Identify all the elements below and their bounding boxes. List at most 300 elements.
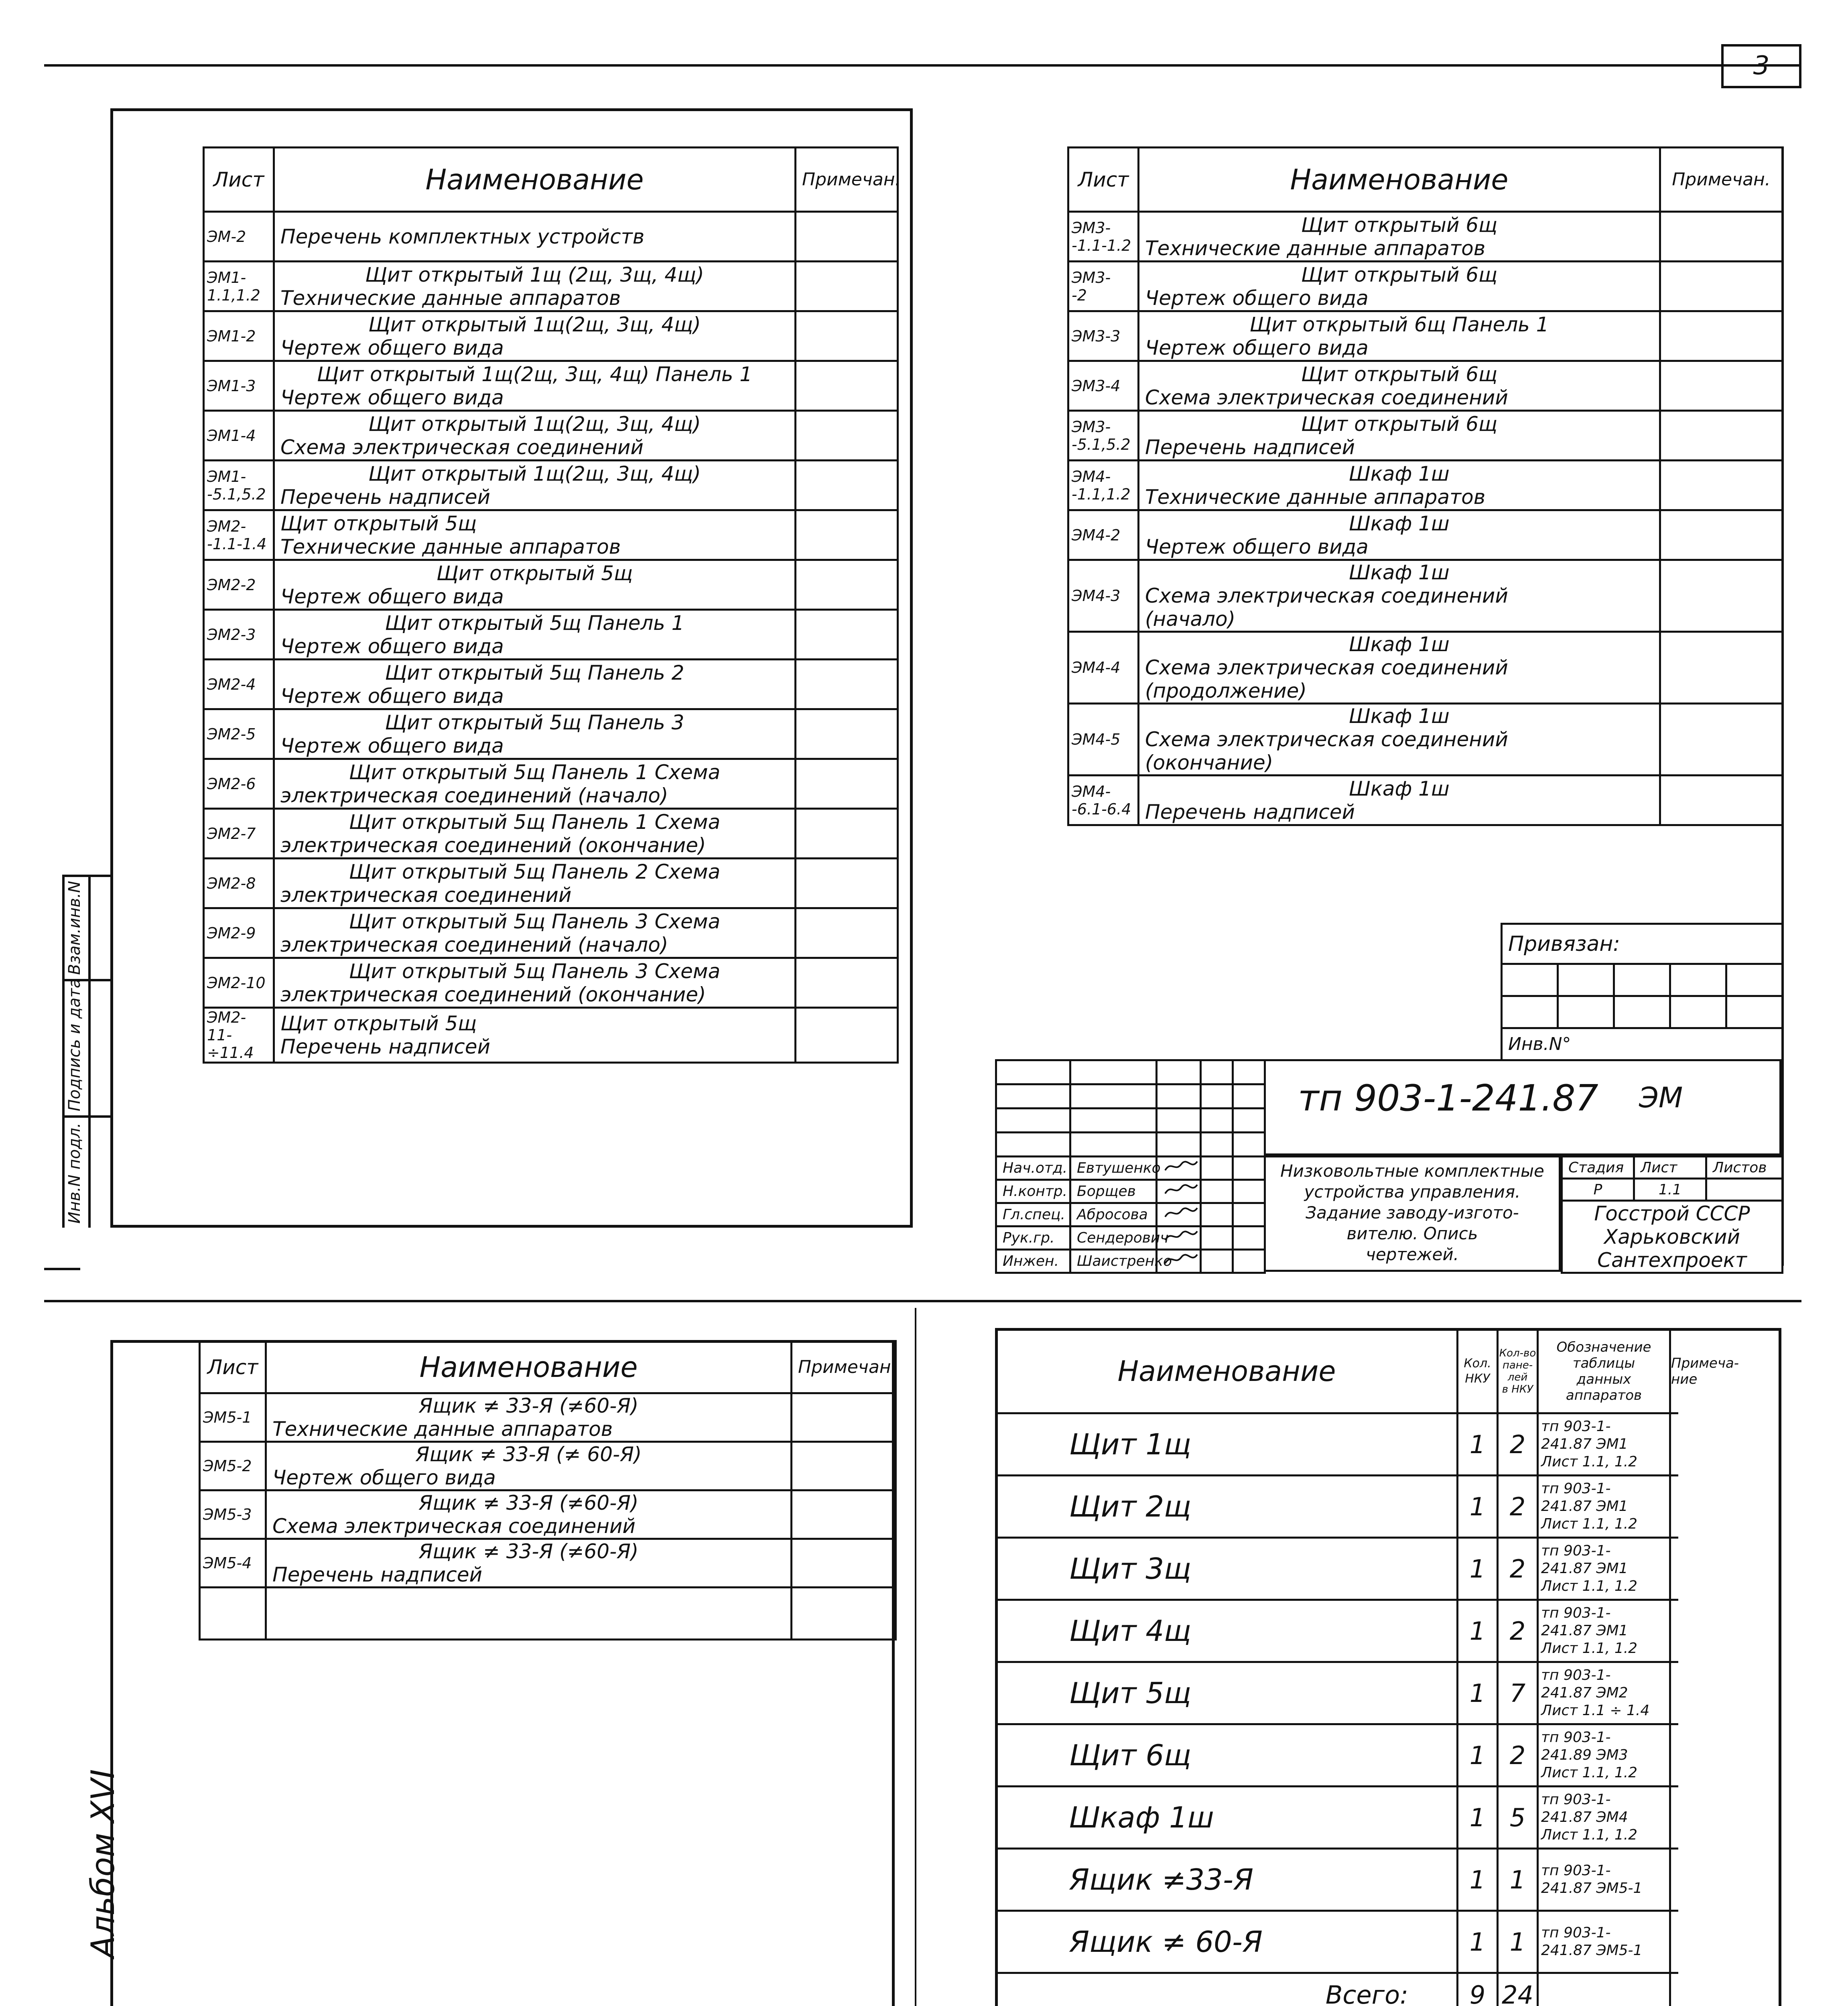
sheet-name [1139, 262, 1660, 311]
album-label: Альбом XVI [84, 1769, 122, 1958]
page-number: 3 [1753, 51, 1770, 81]
device-note [1670, 1413, 1678, 1476]
table-row [204, 759, 898, 809]
table-row [204, 560, 898, 610]
table-row [204, 461, 898, 510]
sheet-note [1660, 411, 1783, 461]
signature-mark [1157, 1157, 1201, 1180]
col-stage: Стадия [1562, 1157, 1634, 1179]
sheet-name [274, 461, 796, 510]
sheet-description: электрическая соединений (окончание) [280, 833, 706, 857]
sheet-note [792, 1393, 896, 1442]
table-row [204, 859, 898, 908]
device-qty: 1 [1458, 1849, 1498, 1911]
sheet-title: Щит открытый 5щ Панель 1 [385, 611, 684, 635]
table-row [1068, 212, 1783, 262]
sheet-name [274, 660, 796, 709]
sheet-note [796, 1008, 898, 1063]
sheet-description: электрическая соединений (начало) [280, 784, 668, 807]
sheet-code: ЭМ5-3 [200, 1490, 266, 1539]
sheet-description: Чертеж общего вида [280, 386, 504, 409]
sheet-description: Чертеж общего вида [280, 585, 504, 608]
device-panels: 7 [1498, 1662, 1538, 1724]
sheet-note [1660, 212, 1783, 262]
sheet-description: Схема электрическая соединений [272, 1515, 636, 1538]
sheet-code: ЭМ4- -1.1,1.2 [1068, 461, 1139, 510]
sheet-note [792, 1539, 896, 1588]
sheet-note [792, 1442, 896, 1490]
middle-dash [44, 1268, 80, 1270]
sheet-code: ЭМ2-11- ÷11.4 [204, 1008, 274, 1063]
device-name: Щит 1щ [996, 1413, 1458, 1476]
sheet-name [1139, 704, 1660, 776]
sheet-name [274, 809, 796, 859]
sheet-code: ЭМ4-4 [1068, 632, 1139, 704]
device-panels: 2 [1498, 1600, 1538, 1662]
sheet-note [796, 610, 898, 660]
sheet-code: ЭМ2-10 [204, 958, 274, 1008]
sheet-description: Чертеж общего вида [280, 336, 504, 359]
sheet-code: ЭМ2-2 [204, 560, 274, 610]
sheet-name [1139, 311, 1660, 361]
sheet-title: Шкаф 1ш [1349, 512, 1450, 535]
sheet-note [796, 660, 898, 709]
sheet-code: ЭМ1-4 [204, 411, 274, 461]
sheet-name [274, 361, 796, 411]
device-note [1670, 1538, 1678, 1600]
sheet-note [1660, 704, 1783, 776]
sheet-name [1139, 212, 1660, 262]
sheet-note [1660, 361, 1783, 411]
signature-name: Сендерович [1070, 1226, 1157, 1250]
sheet-title: Щит открытый 6щ [1301, 263, 1498, 286]
sheet-note [796, 560, 898, 610]
sheet-name [266, 1539, 792, 1588]
signature-row [996, 1250, 1265, 1273]
table-row [1068, 262, 1783, 311]
sheet-note [1660, 461, 1783, 510]
sheet-title: Шкаф 1ш [1349, 633, 1450, 656]
sheet-note [796, 212, 898, 262]
device-panels: 2 [1498, 1476, 1538, 1538]
table-row [200, 1442, 896, 1490]
sheet-title: Щит открытый 6щ Панель 1 [1249, 313, 1549, 336]
sheet-code: ЭМ1- 1.1,1.2 [204, 262, 274, 311]
col-name: Наименование [266, 1341, 792, 1393]
table-row [204, 361, 898, 411]
sheet-title: Щит открытый 5щ Панель 3 [385, 711, 684, 734]
sheet-title: Щит открытый 1щ(2щ, 3щ, 4щ) Панель 1 [317, 362, 753, 386]
sheet-code: ЭМ4-2 [1068, 510, 1139, 560]
sheet-name [1139, 776, 1660, 825]
sheet-description: электрическая соединений (окончание) [280, 983, 706, 1006]
sheet-4-table [995, 1328, 1739, 2006]
sheet-title: Ящик ≠ 33-Я (≠60-Я) [418, 1540, 639, 1563]
device-name: Шкаф 1ш [996, 1787, 1458, 1849]
sheet-note [796, 759, 898, 809]
sheet-name [1139, 510, 1660, 560]
device-ref: тп 903-1- 241.87 ЭМ1 Лист 1.1, 1.2 [1538, 1600, 1670, 1662]
device-panels: 1 [1498, 1849, 1538, 1911]
device-qty: 1 [1458, 1476, 1498, 1538]
sheet-note [796, 311, 898, 361]
device-ref: тп 903-1- 241.87 ЭМ4 Лист 1.1, 1.2 [1538, 1787, 1670, 1849]
device-ref: тп 903-1- 241.87 ЭМ5-1 [1538, 1911, 1670, 1973]
sheet-note [796, 411, 898, 461]
sheet-code: ЭМ2-7 [204, 809, 274, 859]
col-sheet: Лист [204, 148, 274, 212]
sheet-name [1139, 560, 1660, 632]
document-title: Низковольтные комплектные устройства управления. Задание заводу-изгото- вителю. Опись чертежей. [1280, 1161, 1544, 1264]
sheet-note [1660, 560, 1783, 632]
sheet-description: Щит открытый 5щ Перечень надписей [280, 1012, 491, 1058]
page-number-box [1721, 44, 1801, 88]
sheet-name [1139, 632, 1660, 704]
sheet-code: ЭМ5-4 [200, 1539, 266, 1588]
sheet-description: Чертеж общего вида [280, 734, 504, 757]
table-row [204, 212, 898, 262]
device-ref: тп 903-1- 241.89 ЭМ3 Лист 1.1, 1.2 [1538, 1724, 1670, 1787]
table-row [204, 958, 898, 1008]
sheet-name [274, 510, 796, 560]
table-row [996, 1911, 1678, 1973]
sheet-note [1660, 510, 1783, 560]
sheet-description: Перечень комплектных устройств [280, 225, 645, 248]
sheet-code: ЭМ3- -2 [1068, 262, 1139, 311]
side-label-replace: Взам.инв.N [65, 881, 84, 975]
sheet-note [1660, 262, 1783, 311]
sheet-note [796, 262, 898, 311]
signature-row [996, 1203, 1265, 1226]
table-row [204, 1008, 898, 1063]
sheet-description: Щит открытый 5щ Технические данные аппаратов [280, 512, 621, 558]
sheet-note [796, 510, 898, 560]
sheet-note [1660, 632, 1783, 704]
device-ref: тп 903-1- 241.87 ЭМ5-1 [1538, 1849, 1670, 1911]
table-row [996, 1724, 1678, 1787]
sheet-title: Щит открытый 5щ Панель 2 Схема [349, 860, 721, 883]
device-qty: 1 [1458, 1538, 1498, 1600]
sheet-description: Схема электрическая соединений (продолжение) [1145, 656, 1508, 703]
device-note [1670, 1911, 1678, 1973]
device-ref: тп 903-1- 241.87 ЭМ1 Лист 1.1, 1.2 [1538, 1476, 1670, 1538]
sheet-title: Щит открытый 5щ Панель 1 Схема [349, 760, 721, 784]
signature-mark [1157, 1226, 1201, 1250]
table-row [200, 1393, 896, 1442]
sheet-name [266, 1393, 792, 1442]
sheet-note [796, 908, 898, 958]
device-ref: тп 903-1- 241.87 ЭМ1 Лист 1.1, 1.2 [1538, 1538, 1670, 1600]
signature-name: Борщев [1070, 1180, 1157, 1203]
sheet-note [1660, 311, 1783, 361]
sheet-code: ЭМ4-3 [1068, 560, 1139, 632]
doc-code: тп 903-1-241.87 [1298, 1077, 1598, 1119]
table-row [996, 1787, 1678, 1849]
device-ref: тп 903-1- 241.87 ЭМ1 Лист 1.1, 1.2 [1538, 1413, 1670, 1476]
table-row [1068, 361, 1783, 411]
sheet-name [274, 859, 796, 908]
table-row [1068, 311, 1783, 361]
sheet-code: ЭМ2-3 [204, 610, 274, 660]
side-label-sign: Подпись и дата [65, 978, 84, 1111]
col-sheet: Лист [1068, 148, 1139, 212]
signature-role: Гл.спец. [996, 1203, 1070, 1226]
signature-row [996, 1226, 1265, 1250]
sheet-code: ЭМ3- -5.1,5.2 [1068, 411, 1139, 461]
sheet-name [274, 262, 796, 311]
sheet-2-table [1067, 146, 1783, 826]
sheet-code: ЭМ2-6 [204, 759, 274, 809]
sheet-title: Щит открытый 5щ Панель 1 Схема [349, 810, 721, 834]
device-qty: 1 [1458, 1600, 1498, 1662]
sheet-note [796, 461, 898, 510]
table-row [996, 1538, 1678, 1600]
sheet-2-blank-rows [995, 1059, 1266, 1157]
sheet-description: Чертеж общего вида [272, 1466, 496, 1489]
table-row [1068, 704, 1783, 776]
sheet-code: ЭМ1-3 [204, 361, 274, 411]
signature-row [996, 1157, 1265, 1180]
device-note [1670, 1787, 1678, 1849]
sheet-description: Чертеж общего вида [1145, 286, 1369, 310]
sheet-description: Перечень надписей [1145, 435, 1355, 459]
sheet-title: Шкаф 1ш [1349, 777, 1450, 800]
sheet-note [796, 958, 898, 1008]
table-row [204, 660, 898, 709]
sheet-title: Щит открытый 5щ Панель 3 Схема [349, 959, 721, 983]
sheet-2-right-edge [1781, 146, 1784, 1266]
col-note: Примеча- ние [1670, 1329, 1678, 1413]
sheet-name [274, 1008, 796, 1063]
sheet-title: Щит открытый 5щ Панель 3 Схема [349, 910, 721, 933]
col-table: Обозначение таблицы данных аппаратов [1538, 1329, 1670, 1413]
device-panels: 2 [1498, 1724, 1538, 1787]
sheet-note [1660, 776, 1783, 825]
table-row [204, 262, 898, 311]
sheet-note [796, 709, 898, 759]
col-note: Примечан. [792, 1341, 896, 1393]
device-name: Щит 2щ [996, 1476, 1458, 1538]
device-note [1670, 1724, 1678, 1787]
sheet-description: Технические данные аппаратов [1145, 485, 1486, 509]
table-row [1068, 510, 1783, 560]
sheet-name [274, 908, 796, 958]
table-row [996, 1413, 1678, 1476]
col-note: Примечан. [1660, 148, 1783, 212]
sheet-description: Перечень надписей [1145, 800, 1355, 824]
signature-role: Нач.отд. [996, 1157, 1070, 1180]
sheet-code: ЭМ-2 [204, 212, 274, 262]
signature-role: Н.контр. [996, 1180, 1070, 1203]
top-rule [44, 64, 1801, 67]
signature-name: Абросова [1070, 1203, 1157, 1226]
sheet-title: Ящик ≠ 33-Я (≠60-Я) [418, 1394, 639, 1417]
sheet-name [274, 212, 796, 262]
col-name: Наименование [274, 148, 796, 212]
sheet-description: Технические данные аппаратов [272, 1417, 613, 1441]
table-row [204, 809, 898, 859]
col-sheets: Листов [1706, 1157, 1783, 1179]
sheet-title: Щит открытый 1щ(2щ, 3щ, 4щ) [368, 462, 701, 485]
table-row [204, 311, 898, 361]
sheet-description: электрическая соединений (начало) [280, 933, 668, 956]
table-row [996, 1600, 1678, 1662]
sheet-title: Щит открытый 5щ Панель 2 [385, 661, 684, 684]
sheet-title: Щит открытый 1щ(2щ, 3щ, 4щ) [368, 313, 701, 336]
sheet-code: ЭМ2-9 [204, 908, 274, 958]
sheet-code: ЭМ4-5 [1068, 704, 1139, 776]
sheet-name [274, 560, 796, 610]
signature-role: Инжен. [996, 1250, 1070, 1273]
device-panels: 2 [1498, 1413, 1538, 1476]
sheet-1-table [203, 146, 899, 1064]
sheet-value: 1.1 [1634, 1179, 1706, 1201]
sheet-title: Шкаф 1ш [1349, 705, 1450, 728]
table-row [204, 411, 898, 461]
sheet-code: ЭМ5-2 [200, 1442, 266, 1490]
total-label: Всего: [996, 1973, 1458, 2006]
sheet-title: Щит открытый 5щ [436, 561, 633, 585]
device-note [1670, 1600, 1678, 1662]
table-row [204, 908, 898, 958]
sheet-description: Схема электрическая соединений [1145, 386, 1508, 409]
sheet-code: ЭМ2- -1.1-1.4 [204, 510, 274, 560]
sheet-code: ЭМ3-4 [1068, 361, 1139, 411]
sheet-title: Щит открытый 6щ [1301, 412, 1498, 436]
signature-mark [1157, 1203, 1201, 1226]
table-row [1068, 776, 1783, 825]
signature-row [996, 1180, 1265, 1203]
sheet-note [796, 809, 898, 859]
sheet-name [274, 411, 796, 461]
table-row [204, 610, 898, 660]
sheet-name [1139, 361, 1660, 411]
stage-value: Р [1562, 1179, 1634, 1201]
sheet-2-signatures [995, 1155, 1266, 1274]
device-note [1670, 1849, 1678, 1911]
sheet-description: Перечень надписей [280, 485, 491, 509]
col-qty: Кол. НКУ [1458, 1329, 1498, 1413]
col-name: Наименование [996, 1329, 1458, 1413]
device-note [1670, 1662, 1678, 1724]
sheet-description: Технические данные аппаратов [1145, 236, 1486, 260]
device-name: Щит 5щ [996, 1662, 1458, 1724]
table-row [996, 1662, 1678, 1724]
sheet-description: Чертеж общего вида [1145, 336, 1369, 359]
sheet-title: Щит открытый 1щ (2щ, 3щ, 4щ) [365, 263, 704, 286]
device-qty: 1 [1458, 1413, 1498, 1476]
sheet-code: ЭМ4- -6.1-6.4 [1068, 776, 1139, 825]
sheet-name [266, 1442, 792, 1490]
sheet-description: Схема электрическая соединений (начало) [1145, 584, 1508, 631]
sheet-2-title-box [1264, 1155, 1561, 1272]
center-fold [915, 1308, 916, 2006]
sheet-description: Схема электрическая соединений [280, 435, 644, 459]
table-row [1068, 560, 1783, 632]
sheet-2-code-box [1264, 1059, 1781, 1155]
sheet-code: ЭМ3- -1.1-1.2 [1068, 212, 1139, 262]
table-row [204, 709, 898, 759]
col-sheet: Лист [1634, 1157, 1706, 1179]
col-note: Примечан. [796, 148, 898, 212]
table-row [1068, 461, 1783, 510]
device-panels: 5 [1498, 1787, 1538, 1849]
sheet-title: Шкаф 1ш [1349, 561, 1450, 584]
sheet-code: ЭМ1-2 [204, 311, 274, 361]
sheet-name [266, 1490, 792, 1539]
device-name: Щит 4щ [996, 1600, 1458, 1662]
sheet-code: ЭМ5-1 [200, 1393, 266, 1442]
device-qty: 1 [1458, 1787, 1498, 1849]
device-panels: 2 [1498, 1538, 1538, 1600]
privyazan-label: Привязан: [1502, 924, 1783, 964]
table-row [1068, 632, 1783, 704]
sheet-code: ЭМ3-3 [1068, 311, 1139, 361]
table-row [200, 1539, 896, 1588]
sheet-description: Чертеж общего вида [280, 684, 504, 708]
sheet-name [274, 958, 796, 1008]
sheet-title: Шкаф 1ш [1349, 462, 1450, 485]
sheet-title: Щит открытый 6щ [1301, 362, 1498, 386]
sheet-description: Технические данные аппаратов [280, 286, 621, 310]
device-qty: 1 [1458, 1724, 1498, 1787]
sheet-name [274, 610, 796, 660]
signature-name: Евтушенко [1070, 1157, 1157, 1180]
device-qty: 1 [1458, 1911, 1498, 1973]
sheet-description: Чертеж общего вида [1145, 535, 1369, 558]
signature-mark [1157, 1250, 1201, 1273]
signature-mark [1157, 1180, 1201, 1203]
table-row [996, 1476, 1678, 1538]
sheet-code: ЭМ2-8 [204, 859, 274, 908]
sheet-2-stage-table [1561, 1155, 1783, 1274]
table-row [996, 1849, 1678, 1911]
doc-suffix: ЭМ [1639, 1081, 1683, 1114]
col-panels: Кол-во пане- лей в НКУ [1498, 1329, 1538, 1413]
sheet-description: Перечень надписей [272, 1563, 483, 1586]
sheet-name [274, 759, 796, 809]
total-qty: 9 [1458, 1973, 1498, 2006]
sheet-code: ЭМ2-4 [204, 660, 274, 709]
total-panels: 24 [1498, 1973, 1538, 2006]
device-name: Щит 6щ [996, 1724, 1458, 1787]
device-name: Щит 3щ [996, 1538, 1458, 1600]
device-name: Ящик ≠33-Я [996, 1849, 1458, 1911]
middle-rule [44, 1300, 1801, 1302]
sheet-name [1139, 411, 1660, 461]
col-name: Наименование [1139, 148, 1660, 212]
sheet-description: Чертеж общего вида [280, 634, 504, 658]
device-qty: 1 [1458, 1662, 1498, 1724]
sheet-title: Щит открытый 1щ(2щ, 3щ, 4щ) [368, 412, 701, 436]
signature-name: Шаистренко [1070, 1250, 1157, 1273]
table-row [1068, 411, 1783, 461]
sheet-name [1139, 461, 1660, 510]
sheet-title: Щит открытый 6щ [1301, 213, 1498, 237]
sheet-name [274, 709, 796, 759]
side-label-inv: Инв.N подл. [65, 1123, 84, 1224]
sheet-code: ЭМ2-5 [204, 709, 274, 759]
sheet-note [796, 859, 898, 908]
sheet-note [796, 361, 898, 411]
sheet-title: Ящик ≠ 33-Я (≠60-Я) [418, 1491, 639, 1515]
signature-role: Рук.гр. [996, 1226, 1070, 1250]
sheet-description: электрическая соединений [280, 883, 572, 907]
table-row [204, 510, 898, 560]
sheet-2-privyazan [1501, 923, 1783, 1061]
sheet-3-table [199, 1340, 897, 1641]
sheet-code: ЭМ1- -5.1,5.2 [204, 461, 274, 510]
